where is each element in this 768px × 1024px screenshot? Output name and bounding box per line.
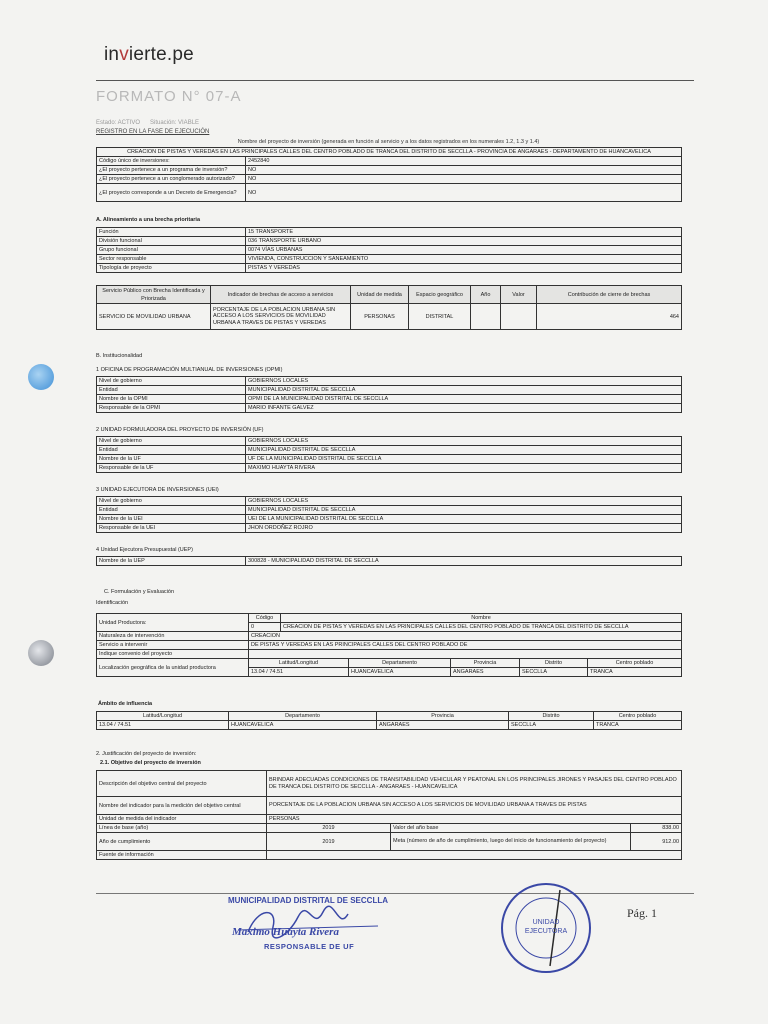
registro-title: REGISTRO EN LA FASE DE EJECUCIÓN — [96, 129, 210, 135]
table-cell: PORCENTAJE DE LA POBLACION URBANA SIN ACCESO A LOS SERVICIOS DE MOVILIDAD URBANA A TRAVES DE PISTAS Y VEREDAS — [211, 304, 351, 330]
table-cell — [471, 304, 501, 330]
table-row — [97, 386, 682, 395]
project-table — [96, 147, 682, 202]
table-row — [97, 237, 682, 246]
table-row — [97, 184, 682, 202]
table-row — [97, 632, 682, 641]
uei-title: 3 UNIDAD EJECUTORA DE INVERSIONES (UEI) — [96, 487, 219, 493]
table-cell: Meta (número de año de cumplimiento, luego del inicio de funcionamiento del proyecto) — [391, 833, 631, 851]
table-row — [97, 157, 682, 166]
justificacion-title: 2. Justificación del proyecto de inversión: — [96, 751, 197, 757]
table-row — [97, 455, 682, 464]
table-cell: Nombre — [281, 614, 682, 623]
table-cell: Espacio geográfico — [409, 286, 471, 304]
bottom-divider — [96, 893, 694, 894]
table-cell: VIVIENDA, CONSTRUCCION Y SANEAMIENTO — [246, 255, 682, 264]
table-cell: Localización geográfica de la unidad productora — [97, 659, 249, 677]
table-cell: Nombre de la UEI — [97, 515, 246, 524]
ambito-table — [96, 711, 682, 730]
uf-table — [96, 436, 682, 473]
table-row — [97, 851, 682, 860]
table-cell: HUANCAVELICA — [229, 721, 377, 730]
table-cell: Nivel de gobierno — [97, 377, 246, 386]
table-cell: Función — [97, 228, 246, 237]
table-row — [97, 557, 682, 566]
table-row — [97, 641, 682, 650]
section-b-title: B. Institucionalidad — [96, 353, 143, 359]
uep-title: 4 Unidad Ejecutora Presupuestal (UEP) — [96, 547, 193, 553]
uei-table — [96, 496, 682, 533]
table-cell: Nivel de gobierno — [97, 497, 246, 506]
table-cell: JHON ORDOÑEZ ROJRO — [246, 524, 682, 533]
table-cell: UEI DE LA MUNICIPALIDAD DISTRITAL DE SECCLLA — [246, 515, 682, 524]
table-cell: Entidad — [97, 506, 246, 515]
table-row — [97, 228, 682, 237]
table-row — [97, 815, 682, 824]
table-cell: Año — [471, 286, 501, 304]
table-cell: Línea de base (año) — [97, 824, 267, 833]
table-cell: 15 TRANSPORTE — [246, 228, 682, 237]
table-row — [97, 377, 682, 386]
table-cell: Latitud/Longitud — [249, 659, 349, 668]
table-row — [97, 721, 682, 730]
page-number: Pág. 1 — [627, 906, 657, 920]
stamp-role: RESPONSABLE DE UF — [264, 942, 355, 951]
table-row — [97, 255, 682, 264]
brecha-table — [96, 285, 682, 330]
table-cell: TRANCA — [594, 721, 682, 730]
table-row — [97, 175, 682, 184]
table-cell: Provincia — [377, 712, 509, 721]
table-row — [97, 304, 682, 330]
project-name-caption: Nombre del proyecto de inversión (generada en función al servicio y a los datos registrados en los numerales 1.2, 1.3 y 1.4) — [237, 139, 540, 145]
table-header-row — [97, 286, 682, 304]
formato-title: FORMATO N° 07-A — [96, 88, 242, 105]
table-cell: 036 TRANSPORTE URBANO — [246, 237, 682, 246]
uep-table — [96, 556, 682, 566]
table-cell: GOBIERNOS LOCALES — [246, 377, 682, 386]
objetivo-title: 2.1. Objetivo del proyecto de inversión — [100, 760, 201, 766]
table-cell: Distrito — [520, 659, 588, 668]
table-cell: Indicador de brechas de acceso a servicios — [211, 286, 351, 304]
opmi-title: 1 OFICINA DE PROGRAMACIÓN MULTIANUAL DE INVERSIONES (OPMI) — [96, 367, 283, 373]
section-c-title: C. Formulación y Evaluación — [104, 589, 175, 595]
table-cell: ¿El proyecto corresponde a un Decreto de Emergencia? — [97, 184, 246, 202]
table-cell: DISTRITAL — [409, 304, 471, 330]
table-cell: GOBIERNOS LOCALES — [246, 437, 682, 446]
table-cell: Servicio a intervenir — [97, 641, 249, 650]
objetivo-table — [96, 770, 682, 860]
table-cell: Entidad — [97, 446, 246, 455]
table-cell: 912.00 — [631, 833, 682, 851]
table-cell: PORCENTAJE DE LA POBLACION URBANA SIN ACCESO A LOS SERVICIOS DE MOVILIDAD URBANA A TRAVES DE PISTAS — [267, 797, 682, 815]
table-cell: Tipología de proyecto — [97, 264, 246, 273]
table-cell: Centro poblado — [594, 712, 682, 721]
table-cell: Responsable de la UEI — [97, 524, 246, 533]
table-cell: TRANCA — [588, 668, 682, 677]
table-cell: Valor del año base — [391, 824, 631, 833]
table-cell: 2019 — [267, 824, 391, 833]
table-cell: 300828 - MUNICIPALIDAD DISTRITAL DE SECCLLA — [246, 557, 682, 566]
table-cell: ANGARAES — [377, 721, 509, 730]
table-cell: OPMI DE LA MUNICIPALIDAD DISTRITAL DE SECCLLA — [246, 395, 682, 404]
top-divider — [96, 80, 694, 81]
table-cell: MAXIMO HUAYTA RIVERA — [246, 464, 682, 473]
table-cell: SECCLLA — [509, 721, 594, 730]
table-cell — [249, 650, 682, 659]
table-cell: ANGARAES — [451, 668, 520, 677]
binder-hole-top — [28, 364, 54, 390]
table-cell: DE PISTAS Y VEREDAS EN LAS PRINCIPALES CALLES DEL CENTRO POBLADO DE — [249, 641, 682, 650]
table-cell: Nombre de la UEP — [97, 557, 246, 566]
table-cell: NO — [246, 184, 682, 202]
table-cell: Entidad — [97, 386, 246, 395]
table-cell: Unidad de medida — [351, 286, 409, 304]
table-cell: Fuente de información — [97, 851, 267, 860]
table-row — [97, 833, 682, 851]
table-cell: BRINDAR ADECUADAS CONDICIONES DE TRANSITABILIDAD VEHICULAR Y PEATONAL EN LOS PRINCIPALES JIRONES Y PASAJES DEL CENTRO POBLADO DE TRANCA DEL DISTRITO DE SECCLLA - ANGARAES - HUANCAVELICA — [267, 771, 682, 797]
table-cell: Unidad Productora: — [97, 614, 249, 632]
table-cell: Responsable de la OPMI — [97, 404, 246, 413]
table-cell: PERSONAS — [267, 815, 682, 824]
table-cell: Nombre de la OPMI — [97, 395, 246, 404]
table-cell — [501, 304, 537, 330]
stamp-municipality: MUNICIPALIDAD DISTRITAL DE SECCLLA — [228, 896, 388, 905]
alineamiento-table — [96, 227, 682, 273]
table-cell: Valor — [501, 286, 537, 304]
table-cell: Departamento — [229, 712, 377, 721]
stamp-name: Maximo Huayta Rivera — [232, 926, 339, 938]
table-cell: Nombre de la UF — [97, 455, 246, 464]
table-cell: 13.04 / 74.51 — [249, 668, 349, 677]
table-cell: Centro poblado — [588, 659, 682, 668]
table-row — [97, 515, 682, 524]
table-cell: PERSONAS — [351, 304, 409, 330]
table-cell: Servicio Público con Brecha Identificada y Priorizada — [97, 286, 211, 304]
table-row — [97, 614, 682, 623]
signature-stamp — [228, 896, 408, 966]
table-cell: Descripción del objetivo central del proyecto — [97, 771, 267, 797]
table-cell: NO — [246, 175, 682, 184]
table-cell: 0 — [249, 623, 281, 632]
section-a-title: A. Alineamiento a una brecha prioritaria — [96, 217, 201, 223]
identificacion-title: Identificación — [96, 600, 129, 606]
table-cell: ¿El proyecto pertenece a un programa de inversión? — [97, 166, 246, 175]
table-row — [97, 524, 682, 533]
project-name: CREACION DE PISTAS Y VEREDAS EN LAS PRINCIPALES CALLES DEL CENTRO POBLADO DE TRANCA DEL DISTRITO DE SECCLLA - PROVINCIA DE ANGARAES - DEPARTAMENTO DE HUANCAVELICA — [97, 148, 682, 157]
table-cell: CREACION DE PISTAS Y VEREDAS EN LAS PRINCIPALES CALLES DEL CENTRO POBLADO DE TRANCA DEL DISTRITO DE SECCLLA — [281, 623, 682, 632]
table-cell: Naturaleza de intervención — [97, 632, 249, 641]
table-cell: Grupo funcional — [97, 246, 246, 255]
table-header-row — [97, 712, 682, 721]
table-cell: Nivel de gobierno — [97, 437, 246, 446]
situacion-label: Situación: VIABLE — [150, 120, 200, 126]
table-row — [97, 771, 682, 797]
table-cell: HUANCAVELICA — [349, 668, 451, 677]
table-cell: Nombre del indicador para la medición del objetivo central — [97, 797, 267, 815]
table-row — [97, 797, 682, 815]
table-cell: MUNICIPALIDAD DISTRITAL DE SECCLLA — [246, 506, 682, 515]
table-cell: NO — [246, 166, 682, 175]
table-cell: GOBIERNOS LOCALES — [246, 497, 682, 506]
table-cell: SERVICIO DE MOVILIDAD URBANA — [97, 304, 211, 330]
invierte-logo: invierte.pe — [104, 44, 194, 65]
table-cell: Indique convenio del proyecto — [97, 650, 249, 659]
table-row — [97, 404, 682, 413]
table-cell: Provincia — [451, 659, 520, 668]
table-cell: División funcional — [97, 237, 246, 246]
table-cell: 838.00 — [631, 824, 682, 833]
table-cell: Unidad de medida del indicador — [97, 815, 267, 824]
table-row — [97, 659, 682, 668]
table-cell: CREACION — [249, 632, 682, 641]
table-row — [97, 437, 682, 446]
table-row — [97, 166, 682, 175]
table-cell: UF DE LA MUNICIPALIDAD DISTRITAL DE SECCLLA — [246, 455, 682, 464]
table-cell: Latitud/Longitud — [97, 712, 229, 721]
table-row — [97, 506, 682, 515]
table-cell: MUNICIPALIDAD DISTRITAL DE SECCLLA — [246, 446, 682, 455]
table-cell: 0074 VÍAS URBANAS — [246, 246, 682, 255]
table-cell: SECCLLA — [520, 668, 588, 677]
ambito-title: Ámbito de influencia — [98, 701, 153, 707]
table-cell: PISTAS Y VEREDAS — [246, 264, 682, 273]
table-cell: 2019 — [267, 833, 391, 851]
table-row — [97, 395, 682, 404]
table-cell: 464 — [537, 304, 682, 330]
round-seal — [498, 880, 594, 976]
unidad-productora-table — [96, 613, 682, 677]
seal-text: UNIDAD EJECUTORA — [524, 919, 568, 935]
table-row — [97, 464, 682, 473]
table-row — [97, 497, 682, 506]
table-cell: 13.04 / 74.51 — [97, 721, 229, 730]
table-cell: Responsable de la UF — [97, 464, 246, 473]
table-row — [97, 446, 682, 455]
table-cell: Departamento — [349, 659, 451, 668]
uf-title: 2 UNIDAD FORMULADORA DEL PROYECTO DE INVERSIÓN (UF) — [96, 427, 264, 433]
table-row — [97, 650, 682, 659]
table-row — [97, 246, 682, 255]
table-cell: Año de cumplimiento — [97, 833, 267, 851]
binder-hole-bottom — [28, 640, 54, 666]
table-cell: MUNICIPALIDAD DISTRITAL DE SECCLLA — [246, 386, 682, 395]
table-cell — [267, 851, 682, 860]
table-cell: MARIO INFANTE GALVEZ — [246, 404, 682, 413]
table-cell: Código único de inversiones: — [97, 157, 246, 166]
estado-label: Estado: ACTIVO — [96, 120, 141, 126]
table-cell: Código — [249, 614, 281, 623]
table-row — [97, 264, 682, 273]
table-cell: Sector responsable — [97, 255, 246, 264]
opmi-table — [96, 376, 682, 413]
table-cell: ¿El proyecto pertenece a un conglomerado autorizado? — [97, 175, 246, 184]
table-row — [97, 824, 682, 833]
table-cell: Distrito — [509, 712, 594, 721]
table-cell: Contribución de cierre de brechas — [537, 286, 682, 304]
table-cell: 2452840 — [246, 157, 682, 166]
